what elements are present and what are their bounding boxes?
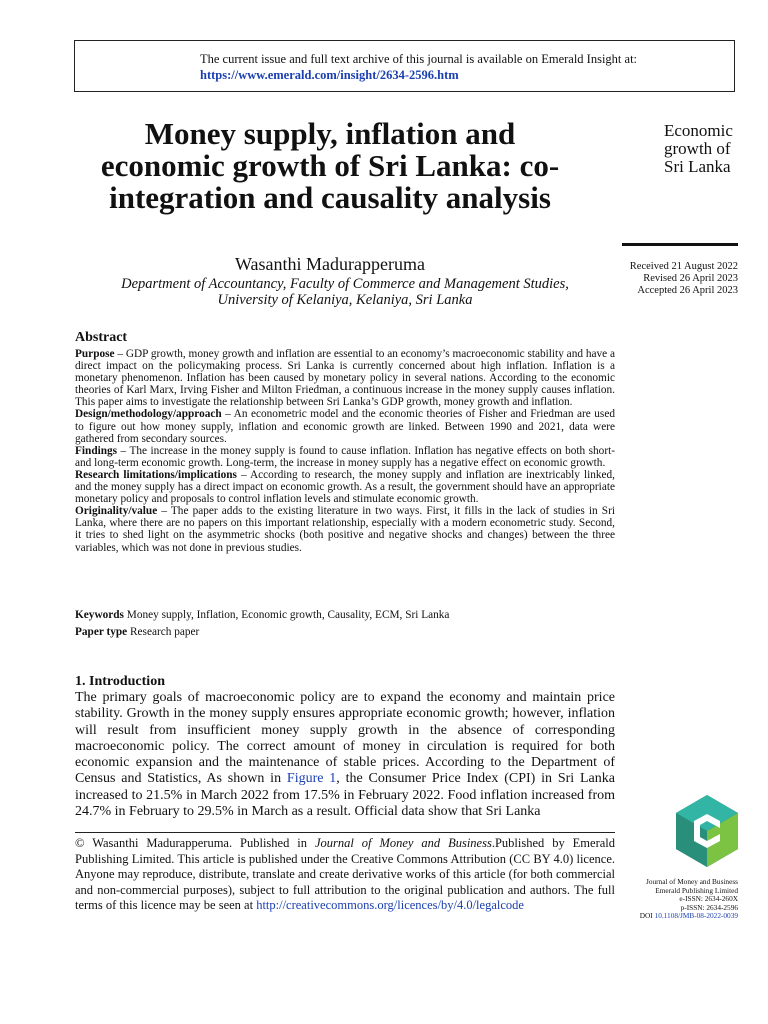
journal-doi xyxy=(640,912,738,921)
doi-link[interactable]: 10.1108/JMB-08-2022-0039 xyxy=(654,911,738,921)
findings-text: – The increase in the money supply is found to cause inflation. Inflation has negative effects on both short- and long-term economic growth. Long-term, the increase in money supply has a negative effect on economic growth. xyxy=(75,444,615,469)
author-affiliation xyxy=(80,276,610,308)
abstract-originality xyxy=(75,505,615,553)
doi-prefix: DOI xyxy=(639,911,655,921)
affiliation-line: Department of Accountancy, Faculty of Commerce and Management Studies, xyxy=(121,276,569,292)
footnote-rule xyxy=(75,832,615,833)
intro-text-before: The primary goals of macroeconomic policy are to expand the economy and maintain price stability. Growth in the money supply ensures appropriate economic growth; however, inflation will result from insufficient money supply growth in the absence of corresponding macroeconomic policy. The correct amount of money in circulation is required for both economic expansion and the maintenance of stable prices. According to the Department of Census and Statistics, As shown in xyxy=(75,690,615,787)
purpose-text: – GDP growth, money growth and inflation are essential to an economy’s macroeconomic stability and have a direct impact on the policymaking process. Sri Lanka is currently concerned about high inflation. Inflation is a monetary phenomenon. Inflation has been caused by monetary policy in several nations. According to the economic theories of Karl Marx, Irving Fisher and Milton Friedman, a continuous increase in the money supply causes inflation. This paper aims to investigate the relationship between Sri Lanka’s GDP growth, money growth and inflation. xyxy=(75,348,615,409)
footnote-text: .Published by Emerald Publishing Limited. This article is published under the Creative Commons Attribution (CC BY 4.0) licence. Anyone may reproduce, distribute, translate and create derivative works of this article (for both commercial and non-commercial purposes), subject to full attribution to the original publication and authors. The full terms of this licence may be seen at xyxy=(75,836,615,912)
footnote-prefix: © Wasanthi Madurapperuma. Published in xyxy=(75,836,315,850)
author-name: Wasanthi Madurapperuma xyxy=(235,254,425,274)
originality-label: Originality/value xyxy=(75,505,158,518)
running-title-line: Economic xyxy=(664,121,733,140)
limitations-label: Research limitations/implications xyxy=(75,468,237,481)
abstract-limitations xyxy=(75,469,615,505)
emerald-logo-icon xyxy=(676,795,738,867)
keywords xyxy=(75,609,615,621)
running-title-line: growth of xyxy=(664,139,731,158)
article-title: Money supply, inflation and economic growth of Sri Lanka: co-integration and causality analysis xyxy=(100,116,560,215)
footnote-journal: Journal of Money and Business xyxy=(314,836,492,850)
abstract-heading: Abstract xyxy=(75,330,128,345)
paper-type-label: Paper type xyxy=(75,626,128,638)
keywords-text: Money supply, Inflation, Economic growth, Causality, ECM, Sri Lanka xyxy=(123,609,450,621)
journal-name: Journal of Money and Business xyxy=(645,877,738,886)
abstract-findings xyxy=(75,445,615,469)
design-text: – An econometric model and the economic theories of Fisher and Friedman are used to figure out how money supply, inflation and economic growth are linked. Between 1990 and 2021, data were gathered from secondary sources. xyxy=(75,408,615,445)
figure-1-link[interactable]: Figure 1 xyxy=(286,771,337,787)
keywords-label: Keywords xyxy=(75,609,124,621)
running-title xyxy=(664,122,733,176)
purpose-label: Purpose xyxy=(75,348,115,360)
revised-date: Revised 26 April 2023 xyxy=(643,273,738,284)
introduction-heading: 1. Introduction xyxy=(75,674,165,689)
paper-type-text: Research paper xyxy=(127,626,200,638)
introduction-paragraph xyxy=(75,690,615,820)
affiliation-line: University of Kelaniya, Kelaniya, Sri Lanka xyxy=(217,292,473,308)
paper-type xyxy=(75,626,615,638)
article-dates xyxy=(630,261,738,297)
journal-publisher: Emerald Publishing Limited xyxy=(655,885,738,895)
accepted-date: Accepted 26 April 2023 xyxy=(637,285,738,296)
journal-eissn: e-ISSN: 2634-260X xyxy=(679,894,738,904)
abstract-body xyxy=(75,348,615,554)
originality-text: – The paper adds to the existing literature in two ways. First, it fills in the lack of studies in Sri Lanka, where there are no papers on this important relationship, especially with a modern econometric study. Second, it tries to shed light on the asymmetric shocks (both positive and negative shocks and changes) between the three variables, which was not done in previous studies. xyxy=(75,505,615,554)
abstract-design xyxy=(75,408,615,444)
journal-pissn: p-ISSN: 2634-2596 xyxy=(680,902,738,912)
received-date: Received 21 August 2022 xyxy=(629,261,738,272)
journal-info xyxy=(640,878,738,921)
license-link[interactable]: http://creativecommons.org/licences/by/4.0/legalcode xyxy=(256,898,524,912)
archive-url-link[interactable]: https://www.emerald.com/insight/2634-2596.htm xyxy=(200,68,459,82)
archive-notice-text: The current issue and full text archive of this journal is available on Emerald Insight at: xyxy=(200,52,638,66)
intro-text-after: , the Consumer Price Index (CPI) in Sri Lanka increased to 21.5% in March 2022 from 17.5% in February 2022. Food inflation increased from 24.7% in February to 29.5% in March as a result. Official data show that Sri Lanka xyxy=(75,771,615,820)
copyright-footnote xyxy=(75,836,615,914)
design-label: Design/methodology/approach xyxy=(75,408,222,421)
abstract-purpose xyxy=(75,348,615,408)
running-title-line: Sri Lanka xyxy=(664,157,731,176)
limitations-text: – According to research, the money supply and inflation are inextricably linked, and the money supply has a direct impact on economic growth. As a result, the government should have an appropriate monetary policy and proposals to control inflation levels and stimulate economic growth. xyxy=(75,468,616,506)
running-title-rule xyxy=(622,243,738,246)
findings-label: Findings xyxy=(75,444,118,457)
